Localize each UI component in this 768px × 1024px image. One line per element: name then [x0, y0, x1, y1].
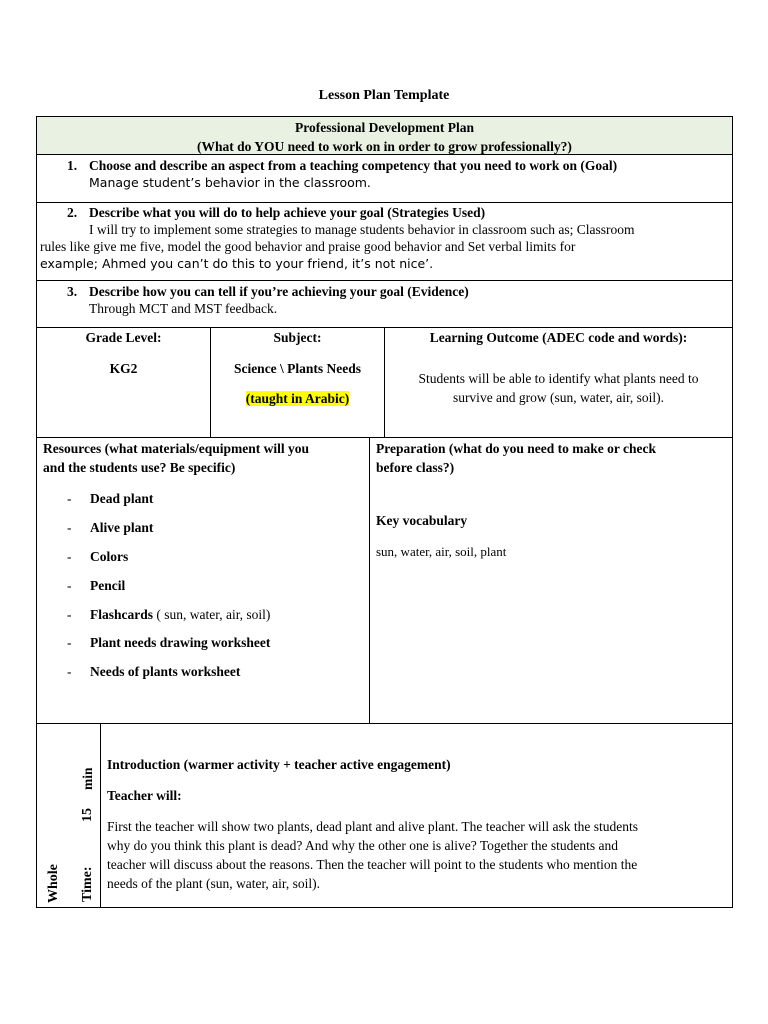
page-title: Lesson Plan Template — [318, 88, 450, 103]
resource-item-label: Colors — [90, 548, 129, 564]
goal-number: 2. — [67, 205, 78, 220]
side-label-min: min — [80, 767, 95, 790]
resources-cell — [36, 437, 370, 724]
preparation-heading: Preparation (what do you need to make or check — [376, 441, 656, 456]
intro-heading: Introduction (warmer activity + teacher active engagement) — [107, 757, 451, 772]
resources-list — [37, 490, 369, 692]
vocab-heading: Key vocabulary — [376, 513, 468, 528]
resources-heading: and the students use? Be specific) — [43, 460, 236, 475]
goal-answer-line: I will try to implement some strategies to manage students behavior in classroom such as; Classroom — [89, 222, 635, 237]
lesson-paragraph-line: why do you think this plant is dead? And why the other one is alive? Together the students and — [107, 838, 618, 853]
resource-item — [37, 663, 369, 692]
goal-row-3 — [36, 280, 733, 328]
lesson-paragraph-line: First the teacher will show two plants, dead plant and alive plant. The teacher will ask the students — [107, 819, 638, 834]
grade-label: Grade Level: — [85, 330, 162, 345]
list-dash: - — [67, 548, 72, 564]
grade-value: KG2 — [109, 361, 138, 376]
lesson-paragraph-line: needs of the plant (sun, water, air, soil). — [107, 876, 320, 891]
list-dash: - — [67, 519, 72, 535]
pdp-subheading: (What do YOU need to work on in order to grow professionally?) — [197, 139, 572, 154]
subject-note: (taught in Arabic) — [245, 391, 350, 406]
subject-label: Subject: — [273, 330, 322, 345]
list-dash: - — [67, 664, 72, 680]
goal-number: 1. — [67, 158, 78, 173]
side-label-whole: Whole — [46, 864, 61, 903]
teacher-will-label: Teacher will: — [107, 788, 182, 803]
goal-answer-line: rules like give me five, model the good behavior and praise good behavior and Set verbal limits for — [40, 239, 576, 254]
resources-heading: Resources (what materials/equipment will you — [43, 441, 309, 456]
list-dash: - — [67, 606, 72, 622]
goal-answer: Manage student’s behavior in the classroom. — [89, 175, 371, 190]
vocab-list: sun, water, air, soil, plant — [376, 544, 507, 559]
pdp-header — [36, 116, 733, 155]
goal-answer: Through MCT and MST feedback. — [89, 301, 278, 316]
lesson-content-cell — [100, 723, 733, 908]
goal-question: Describe what you will do to help achieve your goal (Strategies Used) — [89, 205, 486, 220]
list-dash: - — [67, 635, 72, 651]
resource-item-label: Flashcards — [90, 606, 154, 622]
preparation-cell — [369, 437, 733, 724]
outcome-text: Students will be able to identify what plants need to — [418, 371, 699, 386]
resource-item-detail: ( sun, water, air, soil) — [153, 606, 271, 622]
goal-answer-line: example; Ahmed you can’t do this to your friend, it’s not nice’. — [40, 256, 434, 271]
goal-question: Describe how you can tell if you’re achieving your goal (Evidence) — [89, 284, 469, 299]
goal-row-1 — [36, 154, 733, 203]
resource-item — [37, 606, 369, 635]
subject-value: Science \ Plants Needs — [233, 361, 362, 376]
goal-number: 3. — [67, 284, 78, 299]
side-label-time: Time: — [80, 866, 95, 902]
resource-item-label: Pencil — [90, 577, 126, 593]
goal-question: Choose and describe an aspect from a teaching competency that you need to work on (Goal) — [89, 158, 618, 173]
resource-item-label: Needs of plants worksheet — [90, 664, 241, 680]
outcome-text: survive and grow (sun, water, air, soil). — [452, 390, 665, 405]
list-dash: - — [67, 491, 72, 506]
resource-item-label: Dead plant — [90, 491, 154, 506]
goal-row-2 — [36, 202, 733, 281]
outcome-cell — [384, 327, 733, 438]
resource-item — [37, 577, 369, 606]
outcome-label: Learning Outcome (ADEC code and words): — [429, 330, 688, 345]
resource-item — [37, 634, 369, 663]
preparation-heading: before class?) — [376, 460, 455, 475]
resource-item — [37, 490, 369, 519]
resource-item — [37, 519, 369, 548]
resource-item-label: Plant needs drawing worksheet — [90, 635, 271, 651]
grade-cell — [36, 327, 211, 438]
list-dash: - — [67, 577, 72, 593]
resource-item-label: Alive plant — [90, 519, 154, 535]
pdp-heading: Professional Development Plan — [295, 120, 474, 135]
lesson-paragraph-line: teacher will discuss about the reasons. Then the teacher will point to the students who mention the — [107, 857, 638, 872]
side-label-15: 15 — [80, 808, 95, 822]
subject-cell — [210, 327, 385, 438]
resource-item — [37, 548, 369, 577]
lesson-side-cell — [36, 723, 101, 908]
